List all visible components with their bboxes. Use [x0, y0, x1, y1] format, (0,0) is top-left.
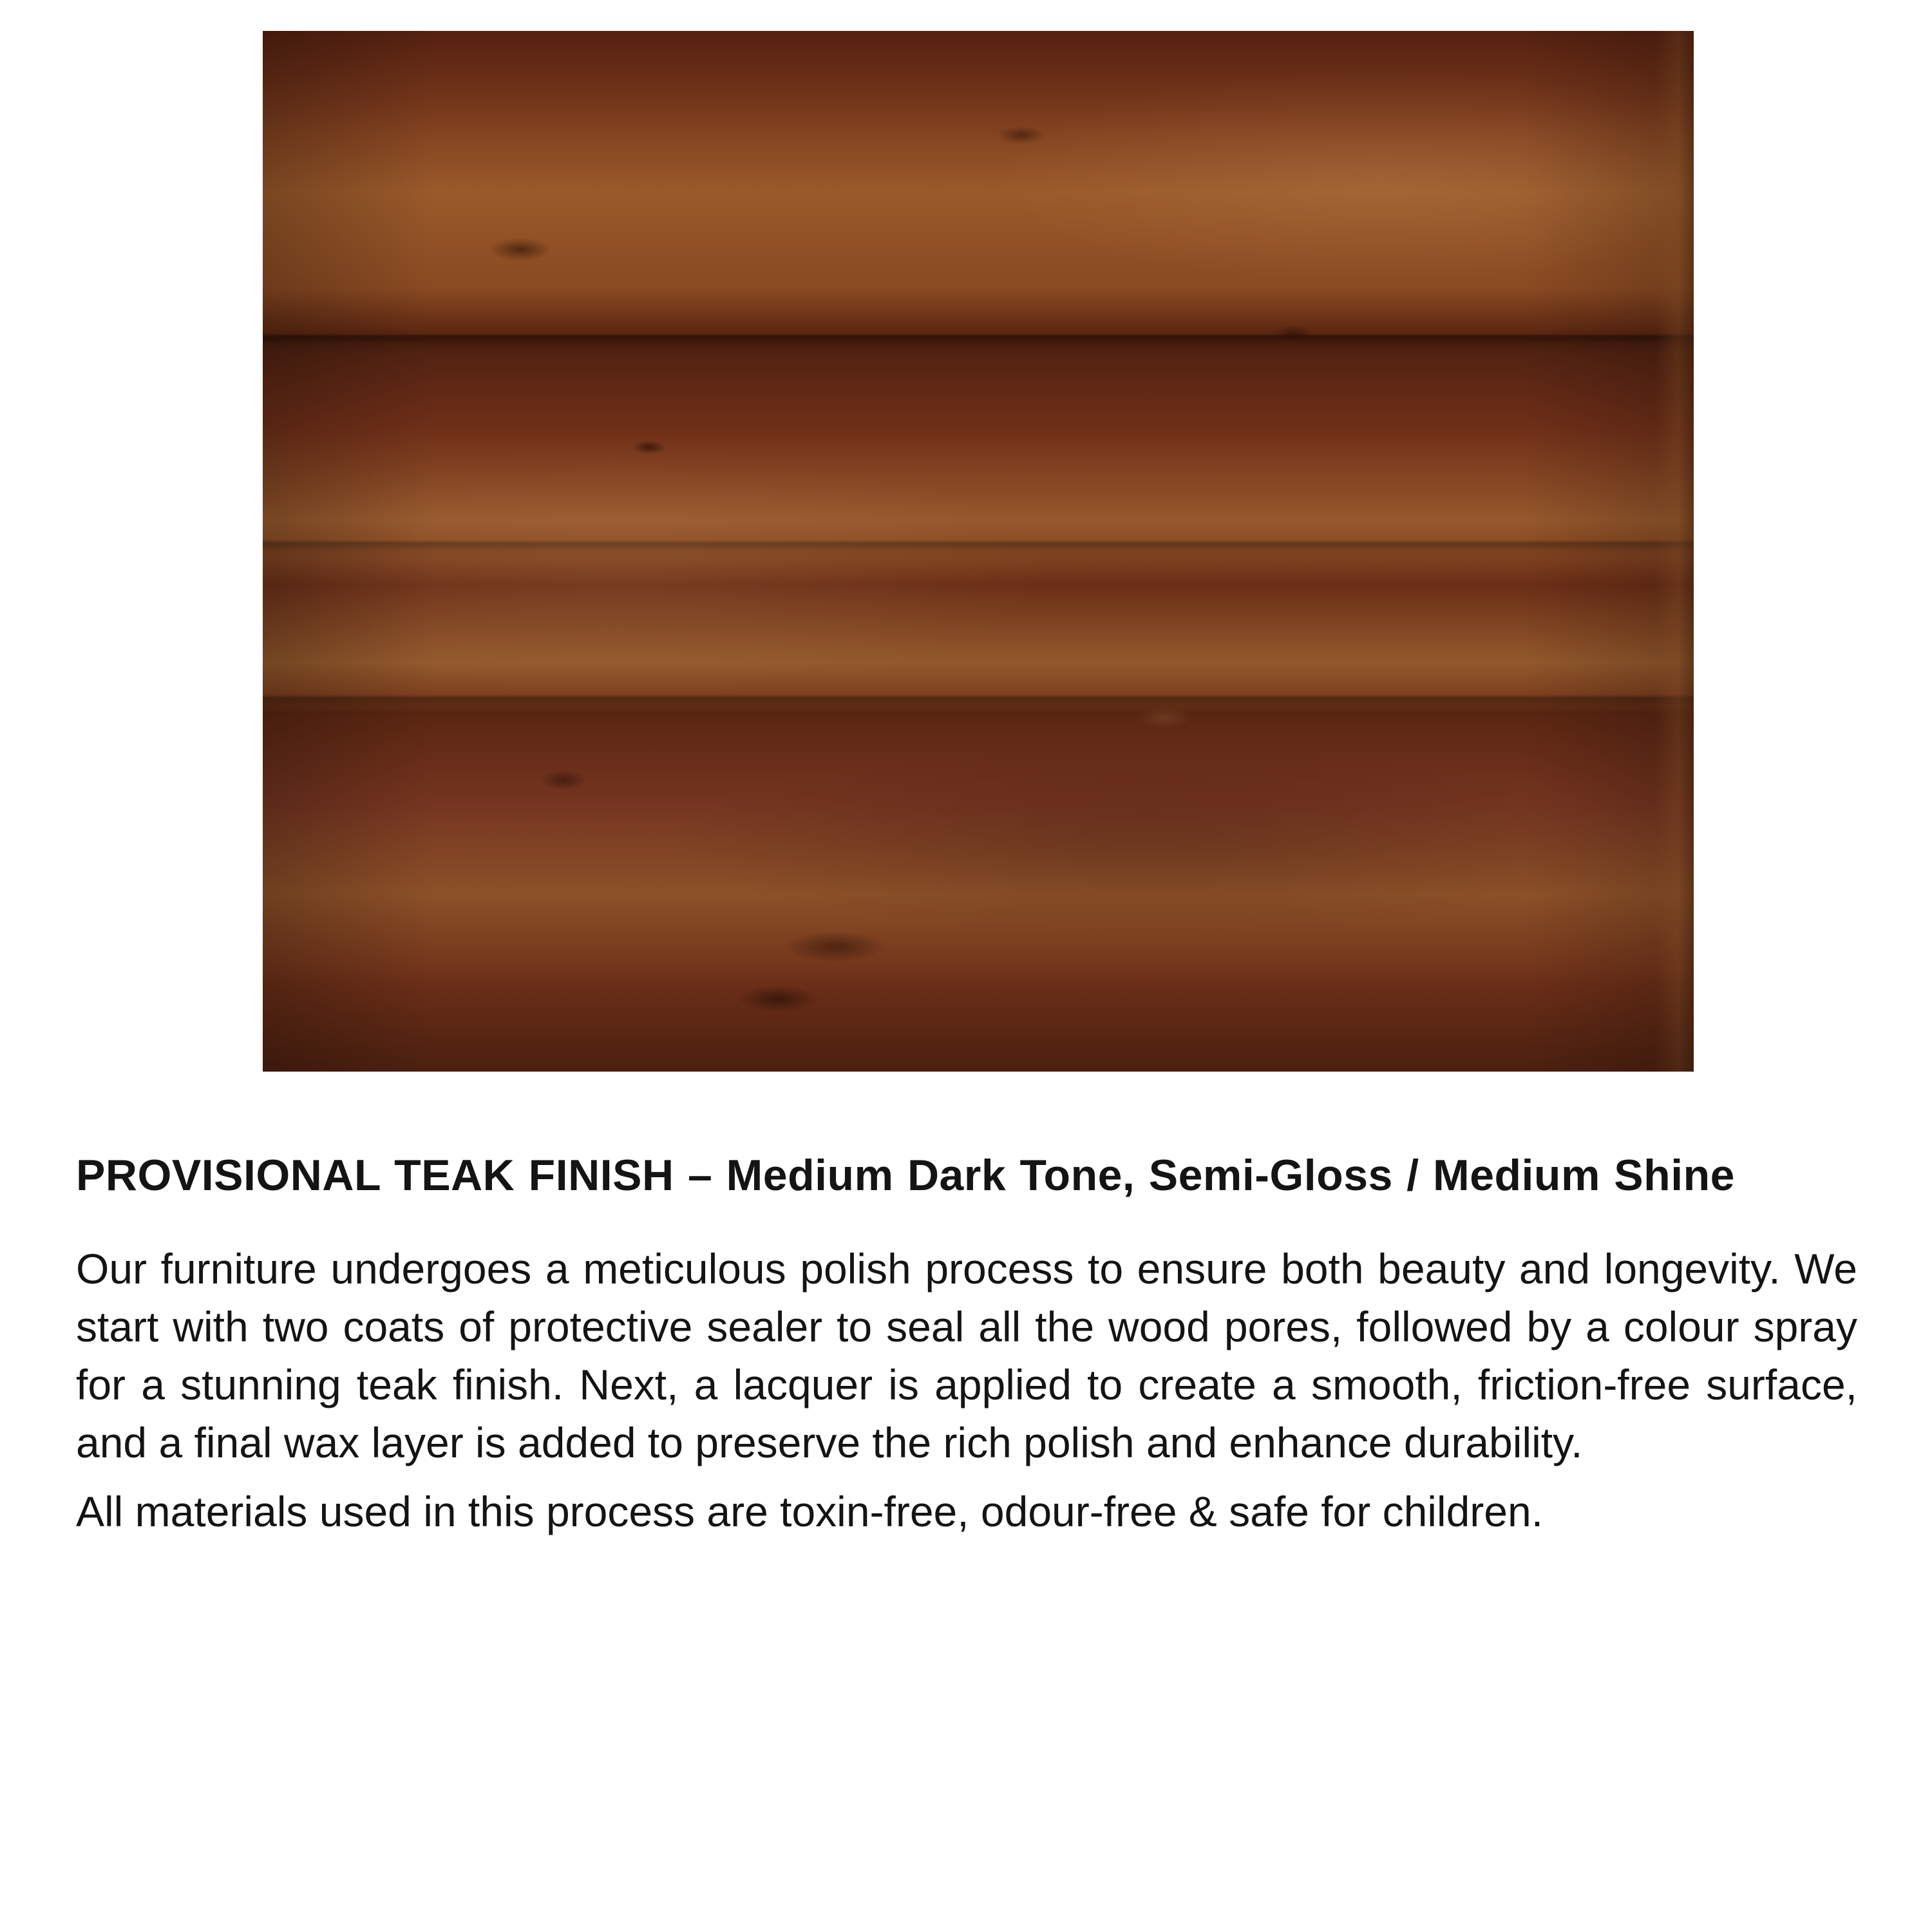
- wood-grain-swatch-image: [263, 31, 1694, 1072]
- wood-grain-texture: [263, 31, 1694, 1072]
- finish-heading: PROVISIONAL TEAK FINISH – Medium Dark Tone, Semi-Gloss / Medium Shine: [76, 1151, 1735, 1200]
- material-safety-paragraph: All materials used in this process are toxin-free, odour-free & safe for children.: [76, 1488, 1544, 1536]
- finish-description-block: [76, 1146, 1857, 1541]
- polish-process-paragraph: Our furniture undergoes a meticulous polish process to ensure both beauty and longevity. We start with two coats of protective sealer to seal all the wood pores, followed by a colour spray for a stunning teak finish. Next, a lacquer is applied to create a smooth, friction-free surface, and a final wax layer is added to preserve the rich polish and enhance durability.: [76, 1245, 1857, 1466]
